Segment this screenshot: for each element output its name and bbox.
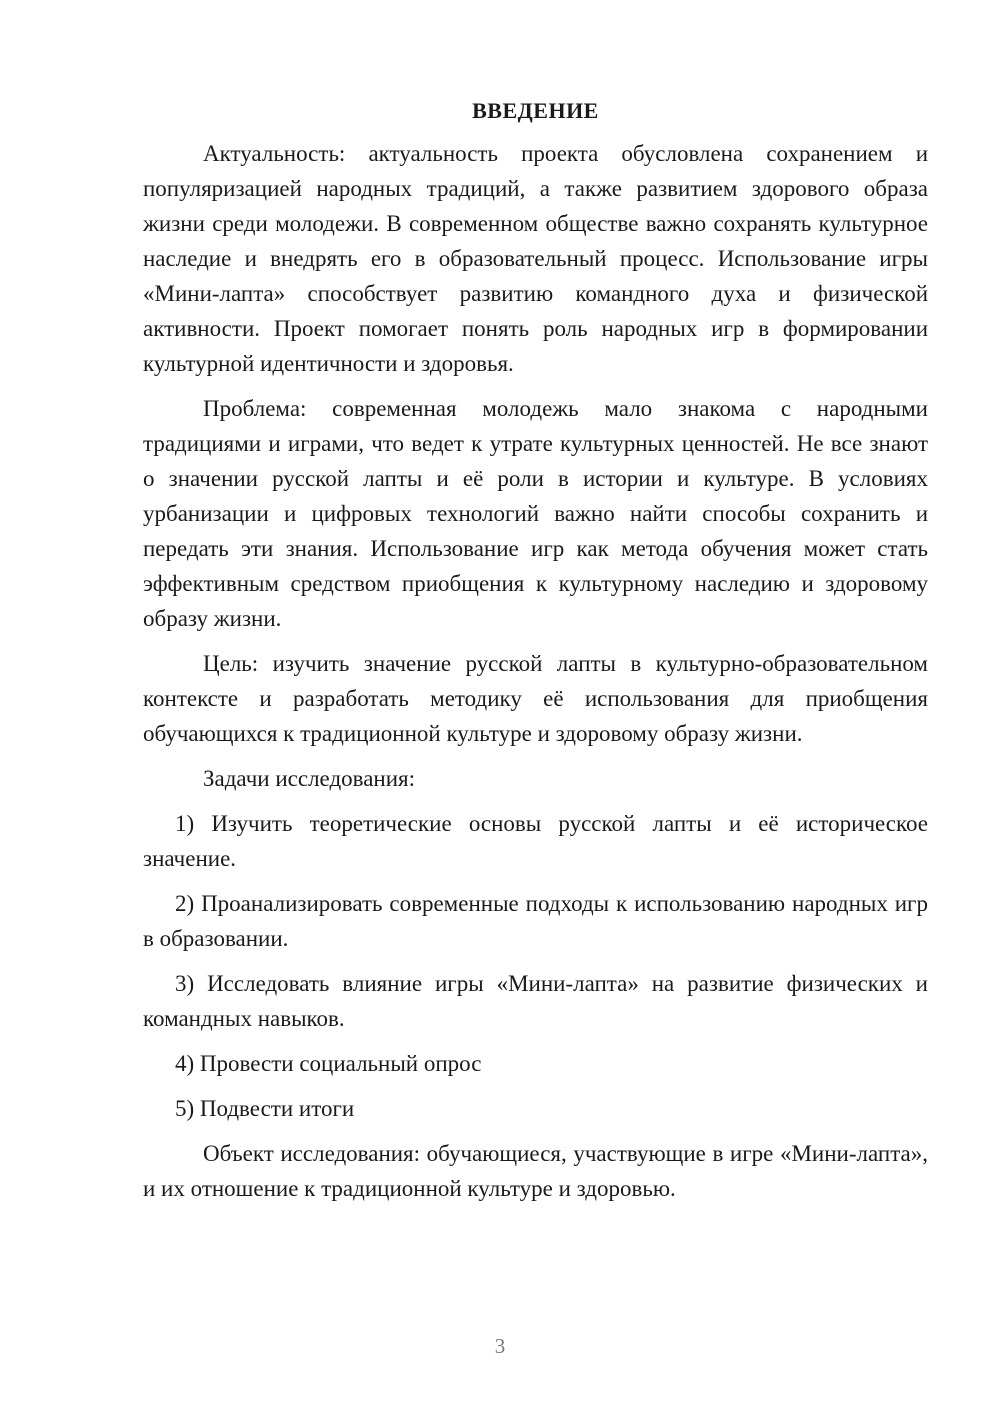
page-content <box>143 94 928 1206</box>
relevance-paragraph: Актуальность: актуальность проекта обусловлена сохранением и популяризацией народных традиций, а также развитием здорового образа жизни среди молодежи. В современном обществе важно сохранять культурное наследие и внедрять его в образовательный процесс. Использование игры «Мини-лапта» способствует развитию командного духа и физической активности. Проект помогает понять роль народных игр в формировании культурной идентичности и здоровья. <box>143 141 928 376</box>
object-paragraph: Объект исследования: обучающиеся, участвующие в игре «Мини-лапта», и их отношение к традиционной культуре и здоровью. <box>143 1141 928 1201</box>
task-item: 3) Исследовать влияние игры «Мини-лапта» на развитие физических и командных навыков. <box>143 971 928 1031</box>
page-number: 3 <box>494 1334 506 1358</box>
goal-paragraph: Цель: изучить значение русской лапты в культурно-образовательном контексте и разработать методику её использования для приобщения обучающихся к традиционной культуре и здоровому образу жизни. <box>143 651 928 746</box>
task-item: 2) Проанализировать современные подходы к использованию народных игр в образовании. <box>143 891 928 951</box>
problem-paragraph: Проблема: современная молодежь мало знакома с народными традициями и играми, что ведет к утрате культурных ценностей. Не все знают о значении русской лапты и её роли в истории и культуре. В условиях урбанизации и цифровых технологий важно найти способы сохранить и передать эти знания. Использование игр как метода обучения может стать эффективным средством приобщения к культурному наследию и здоровому образу жизни. <box>143 396 928 631</box>
section-heading: ВВЕДЕНИЕ <box>472 98 599 123</box>
task-item: 4) Провести социальный опрос <box>175 1051 482 1076</box>
task-item: 1) Изучить теоретические основы русской лапты и её историческое значение. <box>143 811 928 871</box>
task-item: 5) Подвести итоги <box>175 1096 355 1121</box>
tasks-heading: Задачи исследования: <box>203 766 416 791</box>
